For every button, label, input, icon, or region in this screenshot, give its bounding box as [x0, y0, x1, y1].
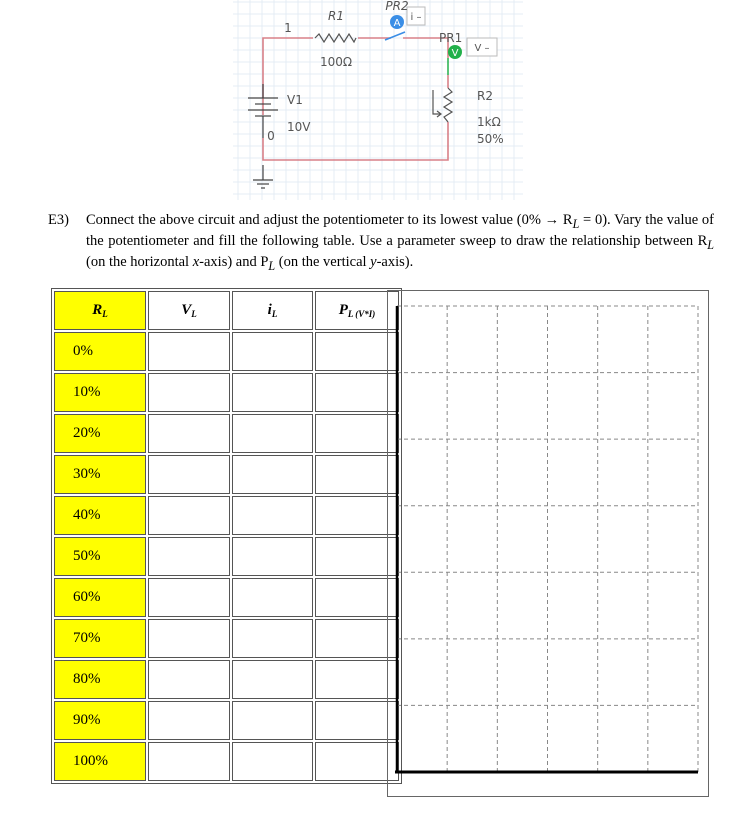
ammeter-readout: i –	[410, 12, 422, 23]
vl-input-cell[interactable]	[148, 496, 230, 535]
graph-area[interactable]	[387, 290, 709, 797]
voltmeter-readout: V –	[474, 43, 490, 54]
pr1-label: PR1	[439, 31, 463, 45]
r2-setting: 50%	[477, 132, 504, 146]
vl-input-cell[interactable]	[148, 373, 230, 412]
table-row	[54, 619, 399, 658]
problem-line3a: relationship between R	[571, 232, 708, 249]
problem-line3b: (on the horizontal	[86, 253, 193, 270]
table-row	[54, 455, 399, 494]
vl-input-cell[interactable]	[148, 619, 230, 658]
v1-label: V1	[287, 93, 303, 107]
r2-label: R2	[477, 89, 493, 103]
vl-input-cell[interactable]	[148, 660, 230, 699]
rl-value-cell: 10%	[54, 373, 146, 412]
il-input-cell[interactable]	[232, 496, 313, 535]
rl-value-cell: 60%	[54, 578, 146, 617]
header-pl: $P_{L (V*I)}$	[315, 291, 399, 330]
table-row	[54, 701, 399, 740]
table-row	[54, 332, 399, 371]
rl-value-cell: 0%	[54, 332, 146, 371]
rl-value-cell: 90%	[54, 701, 146, 740]
il-input-cell[interactable]	[232, 455, 313, 494]
header-il: $i_L$	[232, 291, 313, 330]
table-row	[54, 414, 399, 453]
table-row	[54, 742, 399, 781]
node-0-label: 0	[267, 129, 275, 143]
problem-line1: Connect the above circuit and adjust the potentiometer to its lowest value (0% → R	[86, 212, 573, 228]
problem-line2: the value of the potentiometer and fill the following table. Use a parameter sweep to draw the	[86, 212, 714, 249]
il-input-cell[interactable]	[232, 742, 313, 781]
problem-line3d: (on the vertical	[275, 253, 371, 270]
vl-input-cell[interactable]	[148, 701, 230, 740]
il-input-cell[interactable]	[232, 373, 313, 412]
rl-value-cell: 70%	[54, 619, 146, 658]
problem-line1-sub: L	[572, 216, 580, 231]
il-input-cell[interactable]	[232, 414, 313, 453]
problem-body	[86, 212, 714, 275]
v1-value: 10V	[287, 120, 311, 134]
circuit-diagram	[233, 0, 523, 200]
rl-value-cell: 100%	[54, 742, 146, 781]
ammeter-letter: A	[393, 18, 401, 29]
vl-input-cell[interactable]	[148, 537, 230, 576]
vl-input-cell[interactable]	[148, 578, 230, 617]
problem-line3-x: x	[192, 253, 200, 270]
r1-value: 100Ω	[319, 55, 353, 69]
table-header-row	[54, 291, 399, 330]
problem-line3e: -axis).	[376, 253, 414, 270]
il-input-cell[interactable]	[232, 660, 313, 699]
vl-input-cell[interactable]	[148, 414, 230, 453]
graph-grid	[388, 291, 708, 796]
rl-value-cell: 30%	[54, 455, 146, 494]
r1-label: R1	[328, 9, 344, 23]
header-vl: $V_L$	[148, 291, 230, 330]
problem-line3-sub2: L	[268, 258, 276, 273]
circuit-schematic	[233, 0, 523, 200]
rl-value-cell: 80%	[54, 660, 146, 699]
header-rl: $R_L$	[54, 291, 146, 330]
table-row	[54, 578, 399, 617]
problem-line1-tail: = 0). Vary	[579, 212, 642, 228]
vl-input-cell[interactable]	[148, 742, 230, 781]
table-row	[54, 496, 399, 535]
il-input-cell[interactable]	[232, 619, 313, 658]
voltmeter-letter: V	[451, 48, 459, 59]
r2-value: 1kΩ	[477, 115, 501, 129]
il-input-cell[interactable]	[232, 537, 313, 576]
rl-value-cell: 40%	[54, 496, 146, 535]
table-row	[54, 537, 399, 576]
vl-input-cell[interactable]	[148, 455, 230, 494]
il-input-cell[interactable]	[232, 578, 313, 617]
problem-label: E3)	[48, 212, 69, 228]
problem-line3-sub1: L	[707, 237, 715, 252]
ground-symbol	[253, 165, 273, 188]
problem-line3c: -axis) and P	[199, 253, 269, 270]
rl-value-cell: 20%	[54, 414, 146, 453]
vl-input-cell[interactable]	[148, 332, 230, 371]
table-row	[54, 373, 399, 412]
node-1-label: 1	[284, 21, 292, 35]
il-input-cell[interactable]	[232, 701, 313, 740]
il-input-cell[interactable]	[232, 332, 313, 371]
table-row	[54, 660, 399, 699]
rl-value-cell: 50%	[54, 537, 146, 576]
data-table	[51, 288, 402, 784]
problem-line3-y: y	[370, 253, 377, 270]
pr2-label: PR2	[385, 0, 409, 13]
